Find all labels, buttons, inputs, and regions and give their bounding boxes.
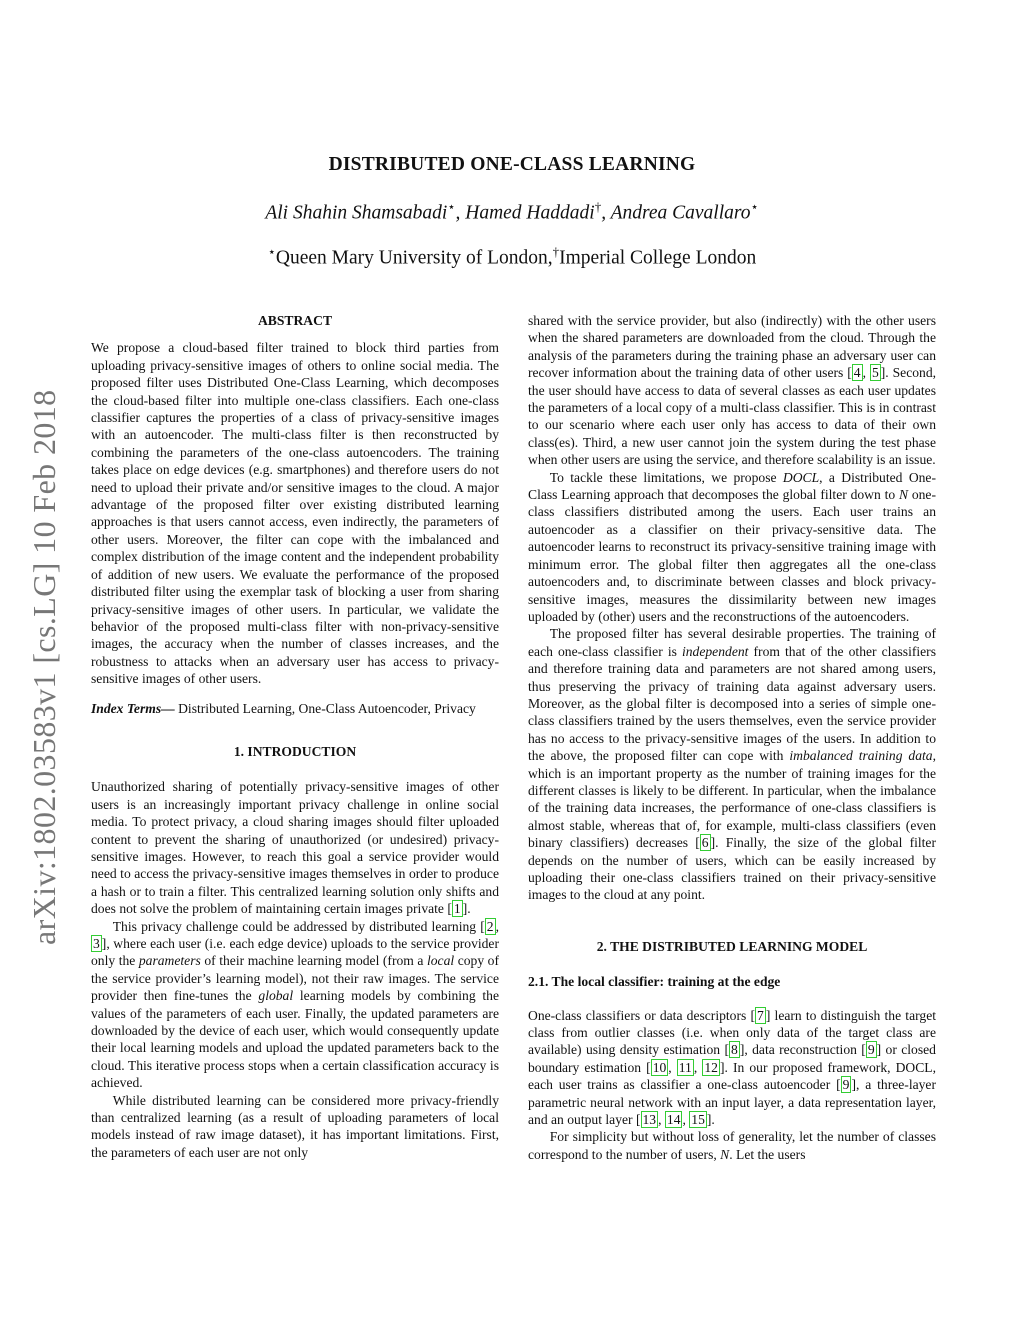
paragraph-text: shared with the service provider, but also (indirectly) with the other users when the shared parameters are downloaded from the cloud. Through the analysis of the parameters during the training phase an adversary user can recover information about the training data of other users [528,313,936,381]
index-terms-text: Distributed Learning, One-Class Autoencoder, Privacy [174,700,476,716]
citation-link[interactable]: 2 [486,918,494,934]
emphasis-text: parameters [138,953,201,969]
intro-paragraph: While distributed learning can be considered more privacy-friendly than centralized learning (as a result of uploading parameters of local models instead of raw image dataset), it has important limitations. First, the parameters of each user are not only [91,1092,499,1160]
abstract-body: We propose a cloud-based filter trained to block third parties from uploading privacy-sensitive images of others to online social media. The proposed filter uses Distributed One-Class Learning, which decomposes the cloud-based filter into multiple one-class classifiers. Each one-class classifier captures the properties of a class of privacy-sensitive images with an autoencoder. The multi-class filter is then reconstructed by combining the parameters of the one-class autoencoders. The training takes place on edge devices (e.g. smartphones) and therefore users do not need to upload their private and/or sensitive images to the cloud. A major advantage of the proposed filter over existing distributed learning approaches is that users cannot access, even indirectly, the parameters of other users. Moreover, the filter can cope with the imbalanced and complex distribution of the image content and the independent probability of addition of new users. We evaluate the performance of the proposed distributed filter using the exemplar task of blocking a user from sharing privacy-sensitive images of other users. In particular, we validate the behavior of the proposed multi-class filter with non-privacy-sensitive images, the accuracy when the number of classes increases, and the robustness to attacks when an adversary user has access to privacy-sensitive images of other users. [91,340,499,687]
paragraph-text: To tackle these limitations, we propose [549,469,783,485]
paragraph-text: of their machine learning model (from a [200,953,427,969]
index-terms [91,700,499,717]
paragraph-text: , a three-layer parametric neural network with an input layer, a data representation layer, and an output layer [528,1077,936,1128]
citation-link[interactable]: 7 [757,1007,764,1023]
paragraph-text: . [711,1112,715,1128]
author-list [0,199,1024,225]
citation-link[interactable]: 9 [842,1077,850,1093]
paper-title: DISTRIBUTED ONE-CLASS LEARNING [328,154,696,175]
left-column [91,312,499,1161]
paragraph-text: For simplicity but without loss of generality, let the number of classes correspond to the number of users, [528,1129,936,1162]
affiliation-mark: ⋆ [267,244,276,259]
affiliation-mark: ⋆ [447,199,456,214]
affiliation-list [0,244,1024,270]
paragraph-text: from that of the other classifiers and therefore training data and parameters are not shared among users, thus preserving the privacy of training data against adversary users. Moreover, as the global filter is decomposed into a series of simple one-class classifiers trained by the users themselves, even the service provider has no access to the privacy-sensitive images of the users. In addition to the above, the proposed filter can cope with [528,643,937,764]
paragraph-text: . [467,901,471,917]
paragraph-text: , a Distributed One-Class Learning approach that decomposes the global filter down to [528,469,936,503]
paragraph-text: One-class classifiers or data descriptors [528,1007,751,1023]
paragraph-text: , where each user (i.e. each edge device) uploads to the service provider only the [91,936,499,969]
paragraph-text: The proposed filter has several desirable properties. The training of each one-class classifier is [528,626,936,659]
affiliation-name: Queen Mary University of London, [275,247,553,269]
author-name: Ali Shahin Shamsabadi [265,202,448,224]
math-symbol: N [898,487,909,503]
math-symbol: N [720,1146,730,1162]
paragraph-text: one-class classifiers distributed among the users. Each user trains an autoencoder as a classifier on their privacy-sensitive data. The autoencoder learns to reconstruct its privacy-sensitive training image with minimum error. The global filter then aggregates all the one-class autoencoders and, to discriminate between classes and block privacy-sensitive images, measures the dissimilarity between new images uploaded by (other) users and the reconstructions of the autoencoders. [528,487,936,624]
emphasis-text: independent [681,643,749,659]
author-name: , Andrea Cavallaro [601,202,751,224]
citation-link[interactable]: 1 [453,901,461,917]
intro-paragraph: Unauthorized sharing of potentially privacy-sensitive images of other users is an increasingly important privacy challenge in online social media. To protect privacy, a cloud sharing images should filter uploaded content to prevent the sharing of unauthorized (or undesired) privacy-sensitive images. However, to reach this goal a service provider would need to access the privacy-sensitive images themselves in order to produce a hash or to train a filter. This centralized learning solution only shifts and does not solve the problem of maintaining certain images private [ 1 ]. [91,779,499,917]
paragraph-text: or closed boundary estimation [528,1042,936,1075]
citation-link[interactable]: 15 [691,1112,705,1128]
citation-link[interactable]: 5 [871,365,879,381]
emphasis-text: global [258,988,294,1004]
paragraph-text: . In our proposed framework, DOCL, each user trains as classifier a one-class autoencoder [528,1059,937,1093]
citation-link[interactable]: 6 [701,835,709,851]
right-column [528,312,936,1163]
intro-paragraph: This privacy challenge could be addressed by distributed learning [ 2 , 3 ], where each user (i.e. each edge device) uploads to the service provider only the parameters of their machine learning model (from a local copy of the service provider’s learning model), not their raw images. The service provider then fine-tunes the global learning models by combining the values of the parameters of each user. Finally, the updated parameters are downloaded by the device of each user, which would consequently update their local learning models and upload the updated parameters back to the cloud. This iterative process stops when a certain classification accuracy is achieved. [91,918,499,1091]
citation-link[interactable]: 3 [93,936,100,951]
citation-link[interactable]: 13 [642,1112,657,1128]
emphasis-text: local [426,953,455,969]
model-paragraph [528,1128,936,1163]
affiliation-mark: † [594,199,602,214]
emphasis-text: DOCL [782,469,820,485]
intro-paragraph [528,469,936,626]
citation-link[interactable]: 9 [867,1042,875,1058]
paragraph-text: . Let the users [729,1146,806,1162]
citation-link[interactable]: 14 [666,1112,681,1128]
author-name: , Hamed Haddadi [455,202,595,224]
subsection-heading: 2.1. The local classifier: training at the edge [528,974,781,990]
emphasis-text: imbalanced training data [789,748,933,764]
intro-paragraph: shared with the service provider, but also (indirectly) with the other users when the shared parameters are downloaded from the cloud. Through the analysis of the parameters during the training phase an adversary user can recover information about the training data of other users [ 4 , 5 ]. Second, the user should have access to data of several classes as each user updates the parameters of a local copy of a multi-class classifier. This is in contrast to our scenario where each user only has access to data of their own class(es). Third, a new user cannot join the system during the test phase when other users are using the service, and therefore scalability is an issue. [528,313,937,468]
model-section-heading: 2. THE DISTRIBUTED LEARNING MODEL [596,938,868,954]
paragraph-text: . Second, the user should have access to data of several classes as each user updates the parameters of a local copy of a multi-class classifier. This is in contrast to our scenario where each user only has access to data of their own class(es). Third, a new user cannot join the system during the test phase when other users are using the service, and therefore scalability is an issue. [528,365,937,468]
intro-paragraph: The proposed filter has several desirable properties. The training of each one-class classifier is independent from that of the other classifiers and therefore training data and parameters are not shared among users, thus preserving the privacy of training data against adversary users. Moreover, as the global filter is decomposed into a series of simple one-class classifiers trained by the users themselves, even the service provider has no access to the privacy-sensitive images of the users. In addition to the above, the proposed filter can cope with imbalanced training data, which is an important property as the number of training images for the different classes is likely to be different. In particular, when the imbalance of the training data increases, the performance of one-class classifiers is almost stable, whereas that of, for example, multi-class classifiers (even binary classifiers) decreases [ 6 ]. Finally, the size of the global filter depends on the number of users, which can be easily increased by uploading their one-class classifiers trained on their privacy-sensitive images to the cloud at any point. [528,626,937,903]
paragraph-text: , data reconstruction [744,1042,862,1058]
citation-link[interactable]: 12 [704,1059,718,1075]
citation-link[interactable]: 10 [652,1059,667,1075]
paragraph-text: Unauthorized sharing of potentially privacy-sensitive images of other users is an increasingly important privacy challenge in online social media. To protect privacy, a cloud sharing images should filter uploaded content to prevent the sharing of unauthorized (or undesired) privacy-sensitive images. However, to reach this goal a service provider would need to access the privacy-sensitive images themselves in order to produce a hash or to train a filter. This centralized learning solution only shifts and does not solve the problem of maintaining certain images private [91,779,499,917]
affiliation-name: Imperial College London [559,247,757,269]
paragraph-text: learn to distinguish the target class from outlier classes (i.e. when only data of the target class are available) using density estimation [528,1007,937,1058]
index-terms-label: Index Terms— [91,700,175,716]
citation-link[interactable]: 4 [853,365,861,381]
paragraph-text: copy of the service provider’s learning model), not their raw images. The service provider then fine-tunes the [91,953,499,1004]
abstract-heading: ABSTRACT [257,313,333,328]
paragraph-text: learning models by combining the values of the parameters of each user. Finally, the updated parameters are downloaded by the device of each user, which would consequently update their local learning models and upload the updated parameters back to the cloud. This iterative process stops when a certain classification accuracy is achieved. [91,988,499,1091]
paragraph-text: , which is an important property as the number of training images for the different classes is likely to be different. In particular, when the imbalance of the training data increases, the performance of one-class classifiers is almost stable, whereas that of, for example, multi-class classifiers (even binary classifiers) decreases [528,748,936,851]
paragraph-text: . Finally, the size of the global filter depends on the number of users, which can be easily increased by uploading their one-class classifiers trained on their privacy-sensitive images to the cloud at any point. [528,835,936,903]
citation-link[interactable]: 11 [678,1059,692,1075]
citation-link[interactable]: 8 [731,1042,738,1058]
affiliation-mark: † [552,244,560,259]
arxiv-identifier: arXiv:1802.03583v1 [cs.LG] 10 Feb 2018 [26,389,62,945]
model-paragraph: One-class classifiers or data descriptors [ 7 ] learn to distinguish the target class from outlier classes (i.e. when only data of the target class are available) using density estimation [ 8 ], data reconstruction [ 9 ] or closed boundary estimation [ 10 , 11 , 12 ]. In our proposed framework, DOCL, each user trains as classifier a one-class autoencoder [ 9 ], a three-layer parametric neural network with an input layer, a data representation layer, and an output layer [ 13 , 14 , 15 ]. [528,1007,937,1128]
paragraph-text: This privacy challenge could be addressed by distributed learning [112,918,481,934]
introduction-heading: 1. INTRODUCTION [233,743,357,759]
affiliation-mark: ⋆ [750,199,759,214]
